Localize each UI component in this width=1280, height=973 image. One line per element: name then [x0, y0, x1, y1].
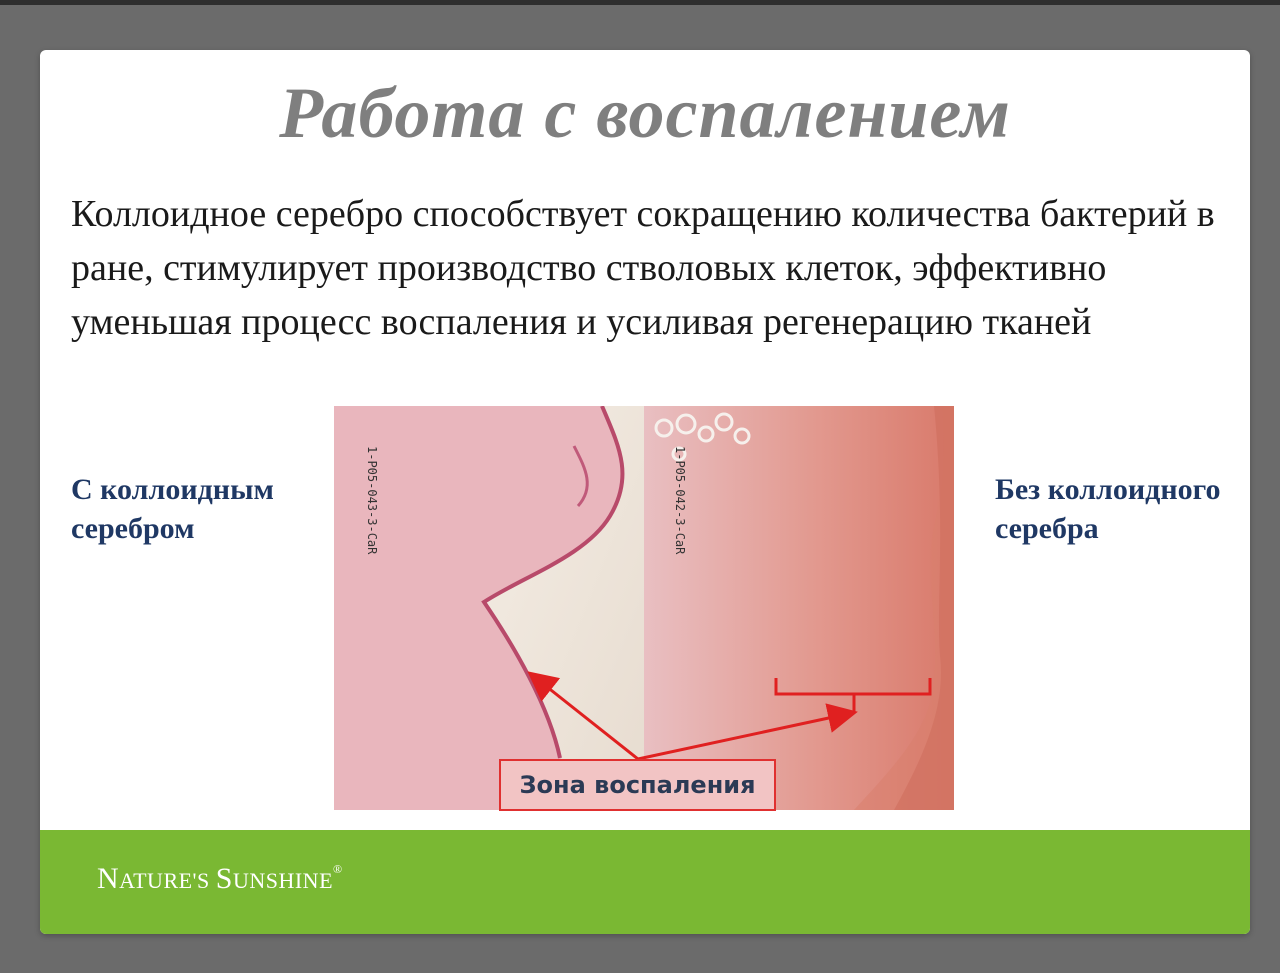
- sample-left-code: 1-P05-043-3-CaR: [365, 446, 379, 555]
- inflammation-zone-label: Зона воспаления: [499, 759, 776, 811]
- presentation-slide: [40, 50, 1250, 934]
- sample-right-code: 1-P05-042-3-CaR: [673, 446, 687, 555]
- label-with-silver: С коллоидным серебром: [71, 473, 274, 545]
- window-top-bar: [0, 0, 1280, 5]
- slide-footer: [40, 830, 1250, 934]
- label-without-silver: Без коллоидного серебра: [995, 473, 1221, 545]
- slide-body-text: Коллоидное серебро способствует сокращению количества бактерий в ране, стимулирует производство стволовых клеток, эффективно уменьшая процесс воспаления и усиливая регенерацию тканей: [71, 193, 1215, 343]
- tissue-micrograph: [334, 406, 954, 810]
- brand-logo: NATURE'S SUNSHINE®: [97, 862, 343, 895]
- slide-title: Работа с воспалением: [279, 73, 1011, 153]
